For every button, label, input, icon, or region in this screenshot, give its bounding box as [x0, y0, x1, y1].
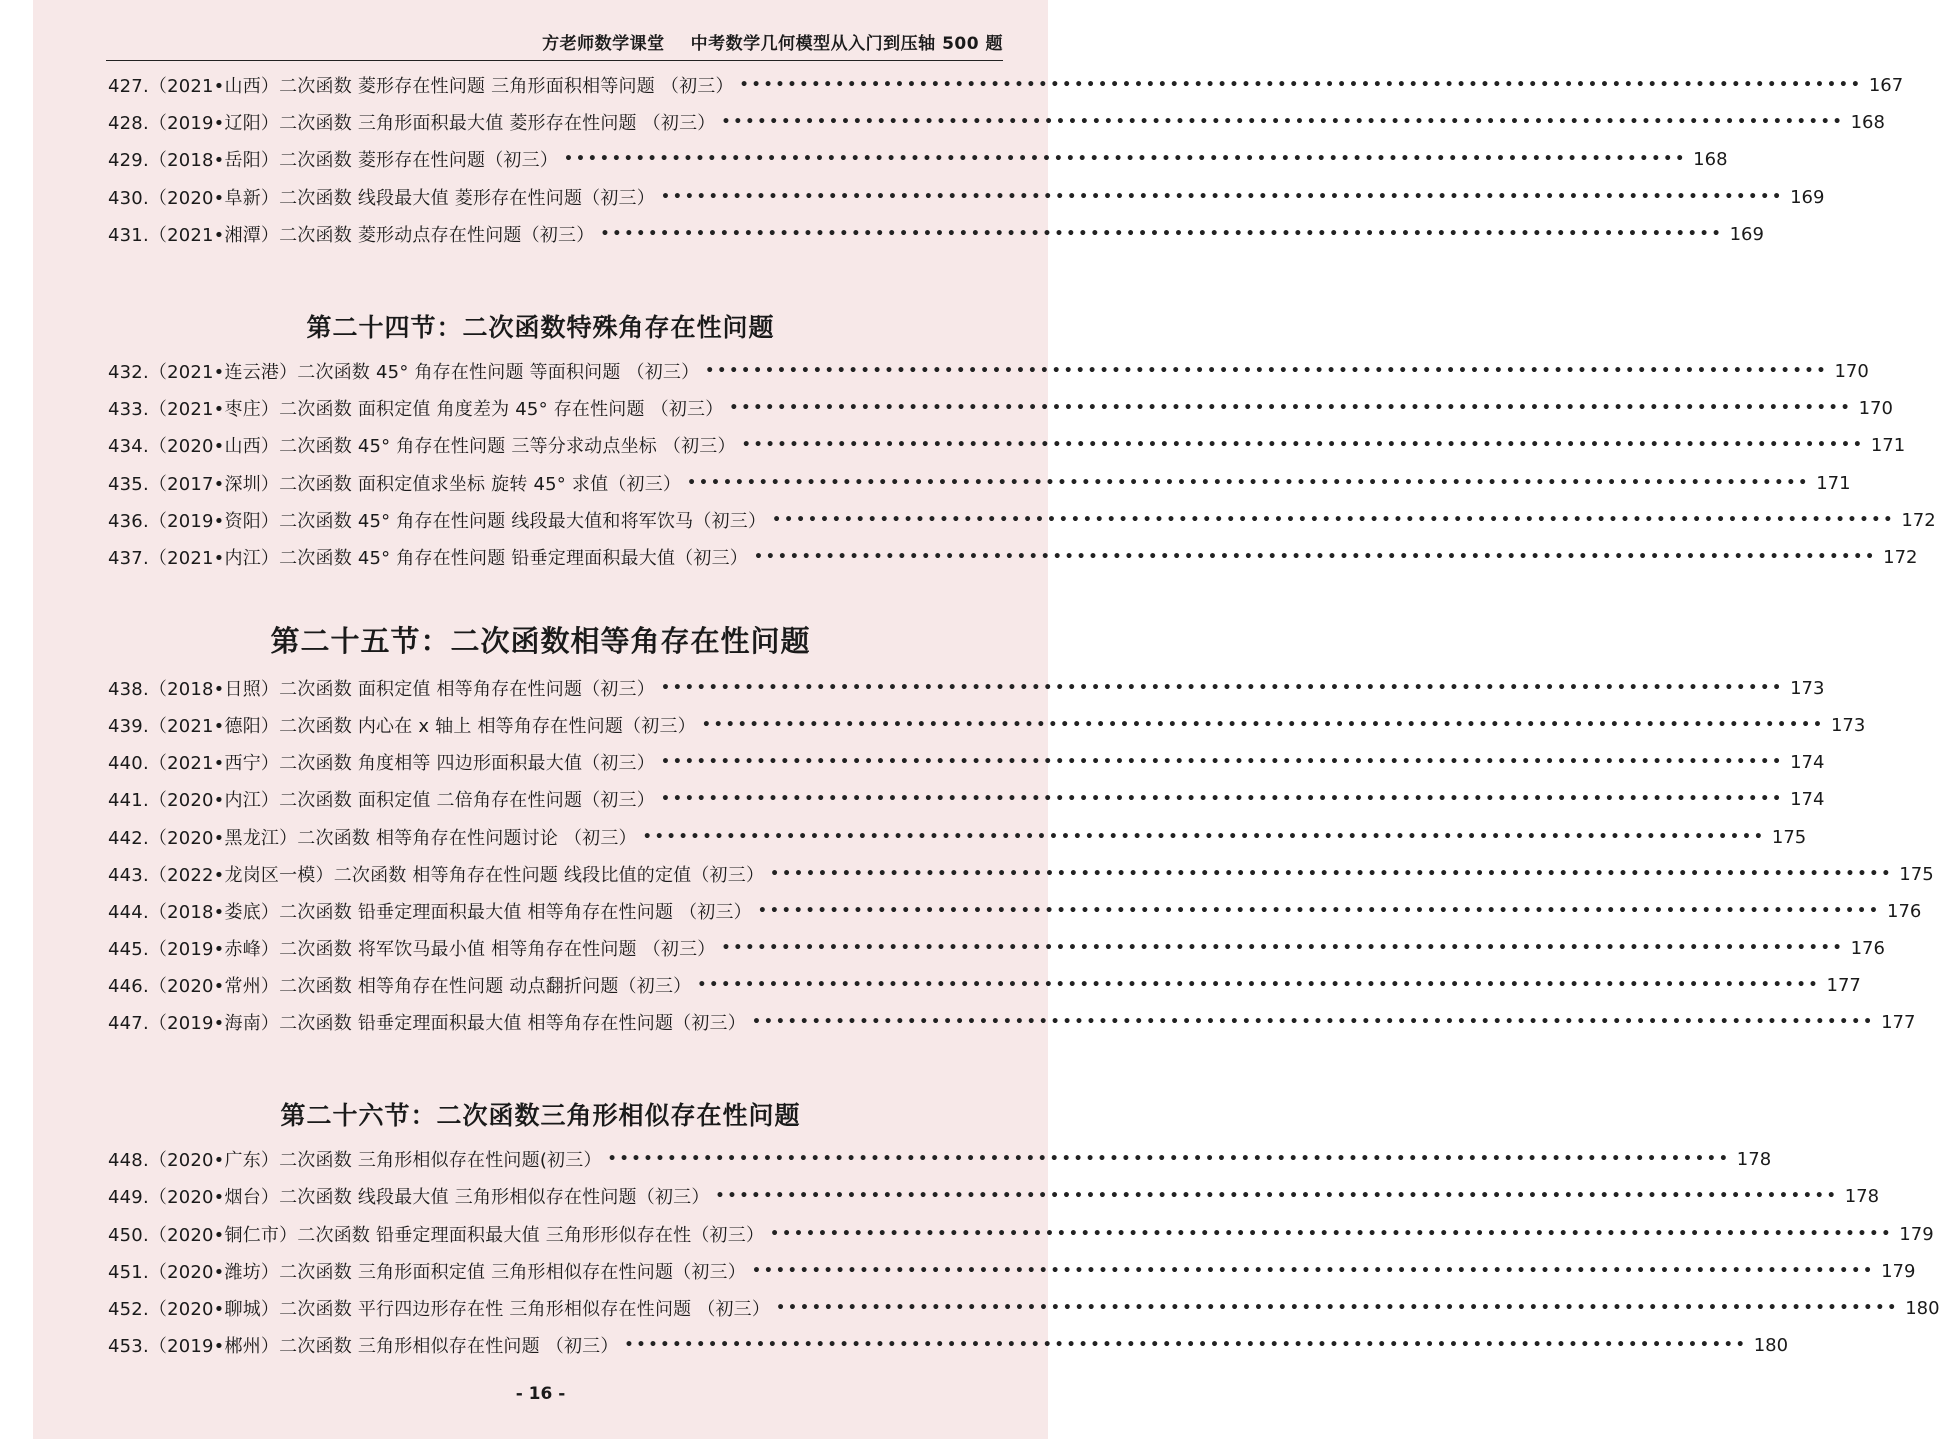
toc-entry-text: 430.（2020•阜新）二次函数 线段最大值 菱形存在性问题（初三）	[108, 188, 655, 209]
toc-entry-text: 445.（2019•赤峰）二次函数 将军饮马最小值 相等角存在性问题 （初三）	[108, 939, 716, 960]
toc-entry[interactable]	[108, 1291, 1940, 1325]
toc-entry-page: 177	[1881, 1011, 1916, 1033]
toc-entry-page: 180	[1753, 1334, 1789, 1356]
toc-leader-dots: ••••••••••••••••••••••••••••••••••••••••••••••••••••••••••••••••••••••••••••••••••••••••••••••	[701, 717, 1825, 733]
toc-entry-page: 171	[1870, 434, 1906, 456]
toc-entry[interactable]	[108, 105, 1885, 139]
toc-entry-text: 431.（2021•湘潭）二次函数 菱形动点存在性问题（初三）	[108, 225, 595, 246]
toc-entry-page: 178	[1844, 1185, 1880, 1207]
toc-entry-page: 175	[1899, 863, 1934, 885]
toc-entry[interactable]	[108, 894, 1922, 928]
toc-leader-dots: ••••••••••••••••••••••••••••••••••••••••••••••••••••••••••••••••••••••••••••••••••••••••••••••	[660, 754, 1785, 770]
toc-entry-text: 434.（2020•山西）二次函数 45° 角存在性问题 三等分求动点坐标 （初三）	[108, 436, 736, 457]
toc-leader-dots: ••••••••••••••••••••••••••••••••••••••••••••••••••••••••••••••••••••••••••••••••••••••••••••••	[741, 437, 1865, 453]
toc-entry-page: 178	[1736, 1148, 1772, 1170]
toc-entry-text: 450.（2020•铜仁市）二次函数 铅垂定理面积最大值 三角形形似存在性（初三）	[108, 1225, 765, 1246]
toc-entry[interactable]	[108, 782, 1825, 816]
toc-leader-dots: ••••••••••••••••••••••••••••••••••••••••••••••••••••••••••••••••••••••••••••••••••••••••••••••	[715, 1188, 1839, 1204]
toc-entry[interactable]	[108, 217, 1764, 251]
toc-entry-text: 449.（2020•烟台）二次函数 线段最大值 三角形相似存在性问题（初三）	[108, 1187, 710, 1208]
toc-leader-dots: ••••••••••••••••••••••••••••••••••••••••••••••••••••••••••••••••••••••••••••••••••••••••••••••	[705, 363, 1829, 379]
toc-leader-dots: ••••••••••••••••••••••••••••••••••••••••••••••••••••••••••••••••••••••••••••••••••••••••••••••	[660, 189, 1785, 205]
toc-entry-text: 438.（2018•日照）二次函数 面积定值 相等角存在性问题（初三）	[108, 679, 655, 700]
toc-entry-text: 441.（2020•内江）二次函数 面积定值 二倍角存在性问题（初三）	[108, 790, 655, 811]
toc-leader-dots: ••••••••••••••••••••••••••••••••••••••••••••••••••••••••••••••••••••••••••••••••••••••••••••••	[753, 549, 1878, 565]
toc-leader-dots: ••••••••••••••••••••••••••••••••••••••••••••••••••••••••••••••••••••••••••••••••••••••••••••••	[660, 680, 1785, 696]
toc-entry-text: 437.（2021•内江）二次函数 45° 角存在性问题 铅垂定理面积最大值（初三）	[108, 548, 748, 569]
toc-entry-text: 432.（2021•连云港）二次函数 45° 角存在性问题 等面积问题 （初三）	[108, 362, 700, 383]
toc-entry-page: 170	[1858, 397, 1893, 419]
toc-leader-dots: ••••••••••••••••••••••••••••••••••••••••••••••••••••••••••••••••••••••••••••••••••••••••••••••	[739, 77, 1863, 93]
toc-entry-text: 447.（2019•海南）二次函数 铅垂定理面积最大值 相等角存在性问题（初三）	[108, 1013, 746, 1034]
toc-entry-page: 180	[1905, 1297, 1940, 1319]
toc-entry-page: 167	[1868, 74, 1904, 96]
header-divider	[106, 60, 1003, 61]
page-header	[111, 30, 1003, 58]
toc-entry[interactable]	[108, 68, 1904, 102]
toc-entry-text: 451.（2020•潍坊）二次函数 三角形面积定值 三角形相似存在性问题（初三）	[108, 1262, 746, 1283]
toc-entry-page: 179	[1899, 1223, 1934, 1245]
toc-entry[interactable]	[108, 1254, 1916, 1288]
section-heading: 第二十六节：二次函数三角形相似存在性问题	[280, 1101, 801, 1130]
toc-entry[interactable]	[108, 671, 1825, 705]
toc-entry[interactable]	[108, 931, 1885, 965]
toc-entry[interactable]	[108, 540, 1918, 574]
toc-entry-text: 443.（2022•龙岗区一模）二次函数 相等角存在性问题 线段比值的定值（初三）	[108, 865, 765, 886]
toc-leader-dots: ••••••••••••••••••••••••••••••••••••••••••••••••••••••••••••••••••••••••••••••••••••••••••••••	[721, 114, 1845, 130]
section-heading: 第二十五节：二次函数相等角存在性问题	[270, 624, 811, 658]
toc-entry-text: 435.（2017•深圳）二次函数 面积定值求坐标 旋转 45° 求值（初三）	[108, 474, 682, 495]
toc-entry-page: 174	[1790, 788, 1825, 810]
toc-leader-dots: ••••••••••••••••••••••••••••••••••••••••••••••••••••••••••••••••••••••••••••••••••••••••••••••	[770, 1226, 1894, 1242]
toc-entry-page: 173	[1830, 714, 1866, 736]
header-book-title: 中考数学几何模型从入门到压轴 500 题	[690, 34, 1003, 54]
toc-entry[interactable]	[108, 857, 1934, 891]
toc-entry-text: 433.（2021•枣庄）二次函数 面积定值 角度差为 45° 存在性问题 （初三）	[108, 399, 724, 420]
toc-entry-text: 439.（2021•德阳）二次函数 内心在 x 轴上 相等角存在性问题（初三）	[108, 716, 696, 737]
toc-entry-text: 444.（2018•娄底）二次函数 铅垂定理面积最大值 相等角存在性问题 （初三）	[108, 902, 752, 923]
toc-entry[interactable]	[108, 1217, 1934, 1251]
toc-leader-dots: ••••••••••••••••••••••••••••••••••••••••••••••••••••••••••••••••••••••••••••••••••••••••••••••	[564, 151, 1688, 167]
toc-leader-dots: ••••••••••••••••••••••••••••••••••••••••••••••••••••••••••••••••••••••••••••••••••••••••••••••	[751, 1014, 1876, 1030]
toc-entry-text: 436.（2019•资阳）二次函数 45° 角存在性问题 线段最大值和将军饮马（初三）	[108, 511, 767, 532]
toc-entry-text: 446.（2020•常州）二次函数 相等角存在性问题 动点翻折问题（初三）	[108, 976, 692, 997]
toc-entry-page: 172	[1901, 509, 1936, 531]
toc-leader-dots: ••••••••••••••••••••••••••••••••••••••••••••••••••••••••••••••••••••••••••••••••••••••••••••••	[660, 791, 1785, 807]
toc-entry-page: 177	[1826, 974, 1861, 996]
toc-entry[interactable]	[108, 1179, 1880, 1213]
toc-entry[interactable]	[108, 745, 1825, 779]
toc-entry-page: 176	[1850, 937, 1885, 959]
section-heading: 第二十四节：二次函数特殊角存在性问题	[306, 313, 775, 342]
toc-leader-dots: ••••••••••••••••••••••••••••••••••••••••••••••••••••••••••••••••••••••••••••••••••••••••••••••	[642, 829, 1766, 845]
toc-leader-dots: ••••••••••••••••••••••••••••••••••••••••••••••••••••••••••••••••••••••••••••••••••••••••••••••	[751, 1263, 1876, 1279]
toc-entry-text: 448.（2020•广东）二次函数 三角形相似存在性问题(初三）	[108, 1150, 602, 1171]
toc-entry[interactable]	[108, 1142, 1772, 1176]
toc-entry-page: 172	[1883, 546, 1918, 568]
toc-entry-page: 169	[1729, 223, 1764, 245]
toc-entry-text: 442.（2020•黑龙江）二次函数 相等角存在性问题讨论 （初三）	[108, 828, 637, 849]
toc-entry-text: 440.（2021•西宁）二次函数 角度相等 四边形面积最大值（初三）	[108, 753, 655, 774]
toc-entry-text: 429.（2018•岳阳）二次函数 菱形存在性问题（初三）	[108, 150, 559, 171]
toc-leader-dots: ••••••••••••••••••••••••••••••••••••••••••••••••••••••••••••••••••••••••••••••••••••••••••••••	[776, 1300, 1900, 1316]
toc-leader-dots: ••••••••••••••••••••••••••••••••••••••••••••••••••••••••••••••••••••••••••••••••••••••••••••••	[772, 512, 1896, 528]
toc-leader-dots: ••••••••••••••••••••••••••••••••••••••••••••••••••••••••••••••••••••••••••••••••••••••••••••••	[721, 940, 1845, 956]
toc-leader-dots: ••••••••••••••••••••••••••••••••••••••••••••••••••••••••••••••••••••••••••••••••••••••••••••••	[687, 475, 1811, 491]
toc-entry[interactable]	[108, 466, 1851, 500]
page-number: - 16 -	[515, 1384, 566, 1404]
toc-entry[interactable]	[108, 820, 1807, 854]
toc-entry-page: 168	[1693, 148, 1728, 170]
toc-entry[interactable]	[108, 968, 1861, 1002]
toc-entry-page: 169	[1790, 186, 1825, 208]
toc-leader-dots: ••••••••••••••••••••••••••••••••••••••••••••••••••••••••••••••••••••••••••••••••••••••••••••••	[607, 1151, 1731, 1167]
toc-entry-page: 168	[1850, 111, 1885, 133]
toc-entry-text: 452.（2020•聊城）二次函数 平行四边形存在性 三角形相似存在性问题 （初三）	[108, 1299, 771, 1320]
toc-entry-page: 170	[1834, 360, 1869, 382]
toc-entry[interactable]	[108, 354, 1869, 388]
toc-entry[interactable]	[108, 428, 1906, 462]
toc-entry[interactable]	[108, 503, 1936, 537]
toc-entry-page: 176	[1887, 900, 1922, 922]
document-page	[33, 0, 1940, 1439]
toc-entry[interactable]	[108, 708, 1866, 742]
toc-entry-text: 453.（2019•郴州）二次函数 三角形相似存在性问题 （初三）	[108, 1336, 619, 1357]
toc-entry-text: 427.（2021•山西）二次函数 菱形存在性问题 三角形面积相等问题 （初三）	[108, 76, 734, 97]
toc-leader-dots: ••••••••••••••••••••••••••••••••••••••••••••••••••••••••••••••••••••••••••••••••••••••••••••••	[697, 977, 1821, 993]
toc-entry[interactable]	[108, 180, 1825, 214]
toc-leader-dots: ••••••••••••••••••••••••••••••••••••••••••••••••••••••••••••••••••••••••••••••••••••••••••••••	[600, 226, 1724, 242]
toc-entry-page: 173	[1790, 677, 1825, 699]
toc-entry-page: 179	[1881, 1260, 1916, 1282]
toc-entry[interactable]	[108, 1005, 1916, 1039]
toc-entry[interactable]	[108, 1328, 1789, 1362]
toc-leader-dots: ••••••••••••••••••••••••••••••••••••••••••••••••••••••••••••••••••••••••••••••••••••••••••••••	[729, 400, 1853, 416]
toc-entry-page: 174	[1790, 751, 1825, 773]
toc-leader-dots: ••••••••••••••••••••••••••••••••••••••••••••••••••••••••••••••••••••••••••••••••••••••••••••••	[624, 1337, 1748, 1353]
toc-entry-page: 171	[1816, 472, 1851, 494]
toc-entry[interactable]	[108, 142, 1728, 176]
toc-entry-page: 175	[1771, 826, 1807, 848]
toc-entry-text: 428.（2019•辽阳）二次函数 三角形面积最大值 菱形存在性问题 （初三）	[108, 113, 716, 134]
toc-leader-dots: ••••••••••••••••••••••••••••••••••••••••••••••••••••••••••••••••••••••••••••••••••••••••••••••	[757, 903, 1882, 919]
toc-leader-dots: ••••••••••••••••••••••••••••••••••••••••••••••••••••••••••••••••••••••••••••••••••••••••••••••	[770, 866, 1894, 882]
header-author: 方老师数学课堂	[542, 34, 665, 54]
toc-entry[interactable]	[108, 391, 1893, 425]
